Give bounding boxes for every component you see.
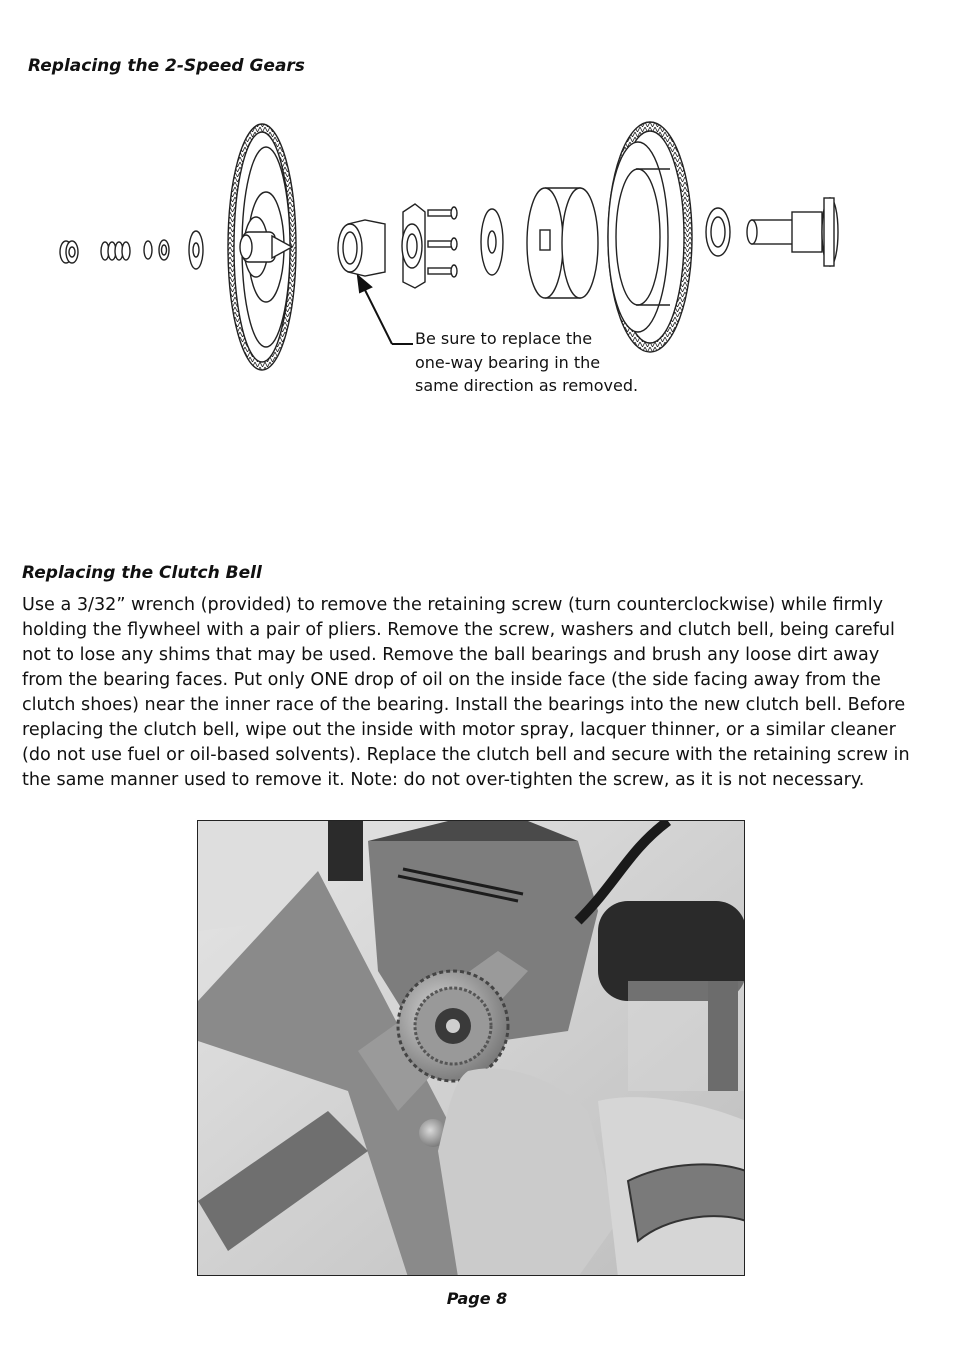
bearing-part: [706, 208, 730, 256]
large-washer-part: [481, 209, 503, 275]
washer-part: [189, 231, 203, 269]
callout-arrow: [358, 276, 413, 344]
page-number: Page 8: [446, 1289, 508, 1308]
diagram-callout-text: Be sure to replace the one-way bearing in the same direction as removed.: [415, 329, 639, 395]
washer-stack-part: [101, 242, 130, 260]
shaft-part: [747, 198, 838, 266]
first-gear-part: [228, 124, 296, 370]
clutch-instructions: Use a 3/32” wrench (provided) to remove the retaining screw (turn counterclockwise) while firmly holding the flywheel with a pair of pliers. Remove the screw, washers and clutch bell, being careful not to lose any shims that may be used. Remove the ball bearings and brush any loose dirt away from the bearing faces. Put only ONE drop of oil on the inside face (the side facing away from the clutch shoes) near the inner race of the bearing. Install the bearings into the new clutch bell. Before replacing the clutch bell, wipe out the inside with motor spray, lacquer thinner, or a similar cleaner (do not use fuel or oil-based solvents). Replace the clutch bell and secure with the retaining screw in the same manner used to remove it. Note: do not over-tighten the screw, as it is not necessary.: [22, 595, 910, 790]
section-title-clutch: Replacing the Clutch Bell: [22, 563, 262, 583]
clutch-shoe-part: [527, 188, 598, 298]
clutch-photo: [197, 820, 745, 1276]
gear-carrier-part: [402, 204, 425, 288]
small-bearing-part: [144, 240, 169, 260]
second-gear-part: [608, 122, 692, 352]
one-way-bearing-part: [338, 220, 385, 276]
section-title-gears: Replacing the 2-Speed Gears: [28, 56, 305, 76]
screws-part: [428, 207, 457, 277]
nut-part: [60, 241, 78, 263]
